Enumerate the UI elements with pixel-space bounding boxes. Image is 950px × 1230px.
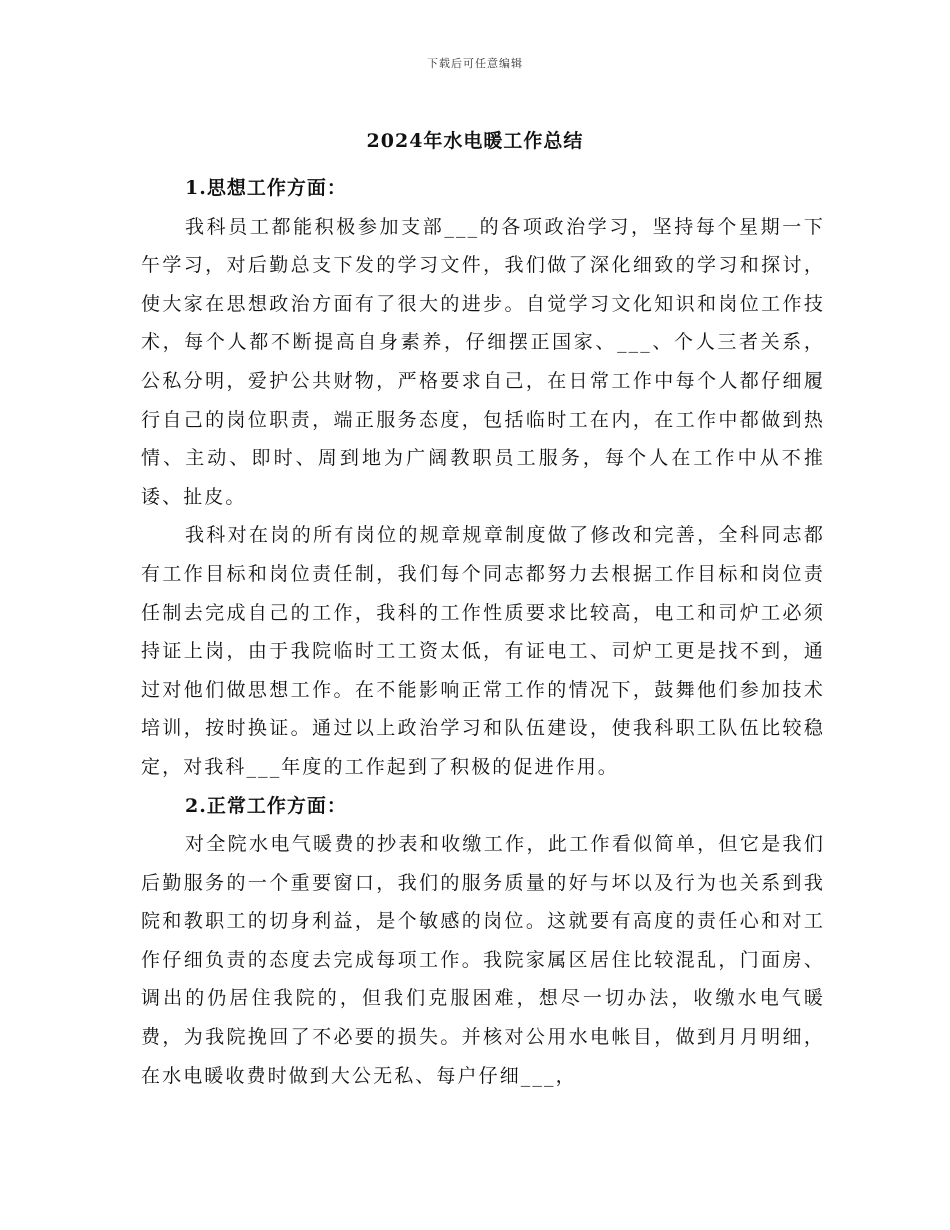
paragraph: 我科对在岗的所有岗位的规章规章制度做了修改和完善，全科同志都有工作目标和岗位责任制，我们每个同志都努力去根据工作目标和岗位责任制去完成自己的工作，我科的工作性质要求比较高，电工和司炉工必须持证上岗，由于我院临时工工资太低，有证电工、司炉工更是找不到，通过对他们做思想工作。在不能影响正常工作的情况下，鼓舞他们参加技术培训，按时换证。通过以上政治学习和队伍建设，使我科职工队伍比较稳定，对我科___年度的工作起到了积极的促进作用。 <box>141 524 825 778</box>
document-title: 2024年水电暖工作总结 <box>366 130 584 152</box>
section-ideology <box>141 169 825 787</box>
section-heading: 1.思想工作方面： <box>185 177 347 199</box>
document-body <box>141 169 825 1095</box>
section-heading: 2.正常工作方面： <box>185 794 347 817</box>
page-header-note: 下载后可任意编辑 <box>427 57 523 70</box>
paragraph: 我科员工都能积极参加支部___的各项政治学习，坚持每个星期一下午学习，对后勤总支下发的学习文件，我们做了深化细致的学习和探讨，使大家在思想政治方面有了很大的进步。自觉学习文化知识和岗位工作技术，每个人都不断提高自身素养，仔细摆正国家、___、个人三者关系，公私分明，爱护公共财物，严格要求自己，在日常工作中每个人都仔细履行自己的岗位职责，端正服务态度，包括临时工在内，在工作中都做到热情、主动、即时、周到地为广阔教职员工服务，每个人在工作中从不推诿、扯皮。 <box>141 215 825 508</box>
paragraph: 对全院水电气暖费的抄表和收缴工作，此工作看似简单，但它是我们后勤服务的一个重要窗口，我们的服务质量的好与坏以及行为也关系到我院和教职工的切身利益，是个敏感的岗位。这就要有高度的责任心和对工作仔细负责的态度去完成每项工作。我院家属区居住比较混乱，门面房、调出的仍居住我院的，但我们克服困难，想尽一切办法，收缴水电气暖费，为我院挽回了不必要的损失。并核对公用水电帐目，做到月月明细，在水电暖收费时做到大公无私、每户仔细___， <box>141 833 825 1087</box>
section-routine-work <box>141 787 825 1096</box>
